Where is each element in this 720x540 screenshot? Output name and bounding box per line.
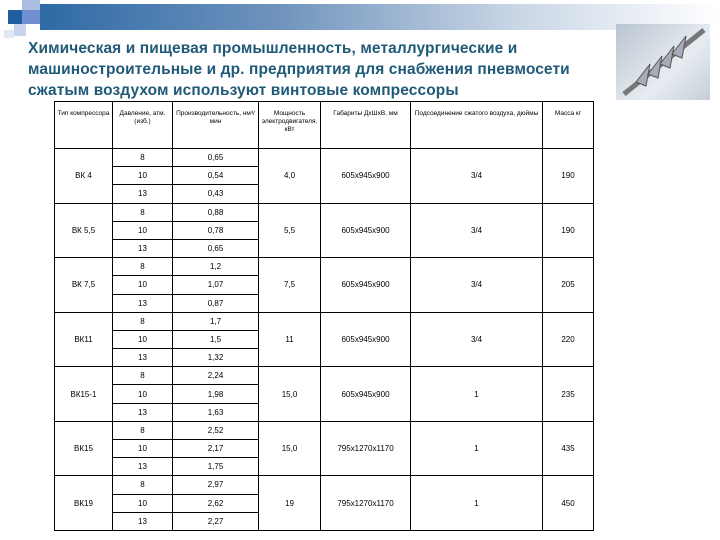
- cell-capacity: 0,65: [173, 239, 259, 257]
- cell-type: ВК 5,5: [55, 203, 113, 258]
- cell-capacity: 1,63: [173, 403, 259, 421]
- cell-power: 15,0: [259, 421, 321, 476]
- cell-dimensions: 605x945x900: [321, 312, 411, 367]
- cell-mass: 205: [543, 258, 594, 313]
- compressor-table: [54, 101, 594, 531]
- decor-square: [14, 24, 26, 36]
- cell-capacity: 0,78: [173, 221, 259, 239]
- header-type: Тип компрессора: [55, 102, 113, 149]
- cell-type: ВК 4: [55, 149, 113, 204]
- cell-pressure: 10: [113, 440, 173, 458]
- table-header-row: [55, 102, 594, 149]
- cell-capacity: 2,62: [173, 494, 259, 512]
- cell-pressure: 13: [113, 349, 173, 367]
- cell-connection: 3/4: [411, 312, 543, 367]
- slide-title: Химическая и пищевая промышленность, металлургические и машиностроительные и др. предприятия для снабжения пневмосети сжатым воздухом используют винтовые компрессоры: [28, 40, 570, 99]
- cell-dimensions: 795x1270x1170: [321, 421, 411, 476]
- cell-capacity: 1,32: [173, 349, 259, 367]
- table-row: [55, 421, 594, 439]
- cell-capacity: 0,43: [173, 185, 259, 203]
- cell-mass: 190: [543, 149, 594, 204]
- cell-power: 5,5: [259, 203, 321, 258]
- cell-connection: 1: [411, 476, 543, 531]
- header-power: Мощность электродвигателя, кВт: [259, 102, 321, 149]
- cell-pressure: 8: [113, 367, 173, 385]
- cell-pressure: 10: [113, 330, 173, 348]
- cell-capacity: 2,27: [173, 512, 259, 530]
- cell-capacity: 2,97: [173, 476, 259, 494]
- cell-dimensions: 795x1270x1170: [321, 476, 411, 531]
- decor-square: [8, 10, 22, 24]
- cell-connection: 3/4: [411, 203, 543, 258]
- cell-power: 7,5: [259, 258, 321, 313]
- cell-pressure: 10: [113, 221, 173, 239]
- cell-capacity: 0,87: [173, 294, 259, 312]
- cell-mass: 190: [543, 203, 594, 258]
- cell-capacity: 1,07: [173, 276, 259, 294]
- cell-capacity: 1,2: [173, 258, 259, 276]
- cell-capacity: 2,24: [173, 367, 259, 385]
- table-row: [55, 258, 594, 276]
- cell-capacity: 2,17: [173, 440, 259, 458]
- cell-pressure: 8: [113, 203, 173, 221]
- cell-dimensions: 605x945x900: [321, 149, 411, 204]
- decor-square: [22, 10, 40, 24]
- cell-dimensions: 605x945x900: [321, 258, 411, 313]
- table-row: [55, 312, 594, 330]
- cell-mass: 235: [543, 367, 594, 422]
- cell-connection: 1: [411, 367, 543, 422]
- cell-connection: 1: [411, 421, 543, 476]
- table-row: [55, 367, 594, 385]
- cell-type: ВК15-1: [55, 367, 113, 422]
- header-mass: Масса кг: [543, 102, 594, 149]
- cell-pressure: 13: [113, 294, 173, 312]
- cell-capacity: 1,98: [173, 385, 259, 403]
- decor-square: [22, 0, 40, 10]
- cell-power: 15,0: [259, 367, 321, 422]
- cell-pressure: 13: [113, 239, 173, 257]
- cell-capacity: 1,75: [173, 458, 259, 476]
- header-dimensions: Габариты ДхШхВ, мм: [321, 102, 411, 149]
- cell-pressure: 8: [113, 258, 173, 276]
- cell-pressure: 10: [113, 276, 173, 294]
- decor-square: [4, 30, 14, 38]
- cell-pressure: 10: [113, 385, 173, 403]
- cell-capacity: 1,7: [173, 312, 259, 330]
- cell-pressure: 8: [113, 476, 173, 494]
- screw-rotor-image: [616, 24, 710, 100]
- header-pressure: Давление, атм. (изб.): [113, 102, 173, 149]
- cell-type: ВК11: [55, 312, 113, 367]
- cell-mass: 220: [543, 312, 594, 367]
- cell-capacity: 0,54: [173, 167, 259, 185]
- cell-capacity: 2,52: [173, 421, 259, 439]
- cell-pressure: 10: [113, 167, 173, 185]
- cell-pressure: 8: [113, 421, 173, 439]
- cell-capacity: 0,65: [173, 149, 259, 167]
- cell-power: 11: [259, 312, 321, 367]
- cell-mass: 435: [543, 421, 594, 476]
- cell-connection: 3/4: [411, 149, 543, 204]
- cell-mass: 450: [543, 476, 594, 531]
- cell-power: 19: [259, 476, 321, 531]
- cell-pressure: 13: [113, 403, 173, 421]
- cell-pressure: 13: [113, 458, 173, 476]
- cell-dimensions: 605x945x900: [321, 367, 411, 422]
- header-capacity: Производительность, нм³/мин: [173, 102, 259, 149]
- header-connection: Подсоединение сжатого воздуха, дюймы: [411, 102, 543, 149]
- table-row: [55, 149, 594, 167]
- cell-pressure: 13: [113, 185, 173, 203]
- cell-power: 4,0: [259, 149, 321, 204]
- cell-type: ВК 7,5: [55, 258, 113, 313]
- cell-type: ВК19: [55, 476, 113, 531]
- table-row: [55, 203, 594, 221]
- table-row: [55, 476, 594, 494]
- cell-connection: 3/4: [411, 258, 543, 313]
- cell-capacity: 1,5: [173, 330, 259, 348]
- cell-capacity: 0,88: [173, 203, 259, 221]
- cell-dimensions: 605x945x900: [321, 203, 411, 258]
- cell-pressure: 10: [113, 494, 173, 512]
- cell-pressure: 8: [113, 312, 173, 330]
- cell-pressure: 13: [113, 512, 173, 530]
- cell-type: ВК15: [55, 421, 113, 476]
- cell-pressure: 8: [113, 149, 173, 167]
